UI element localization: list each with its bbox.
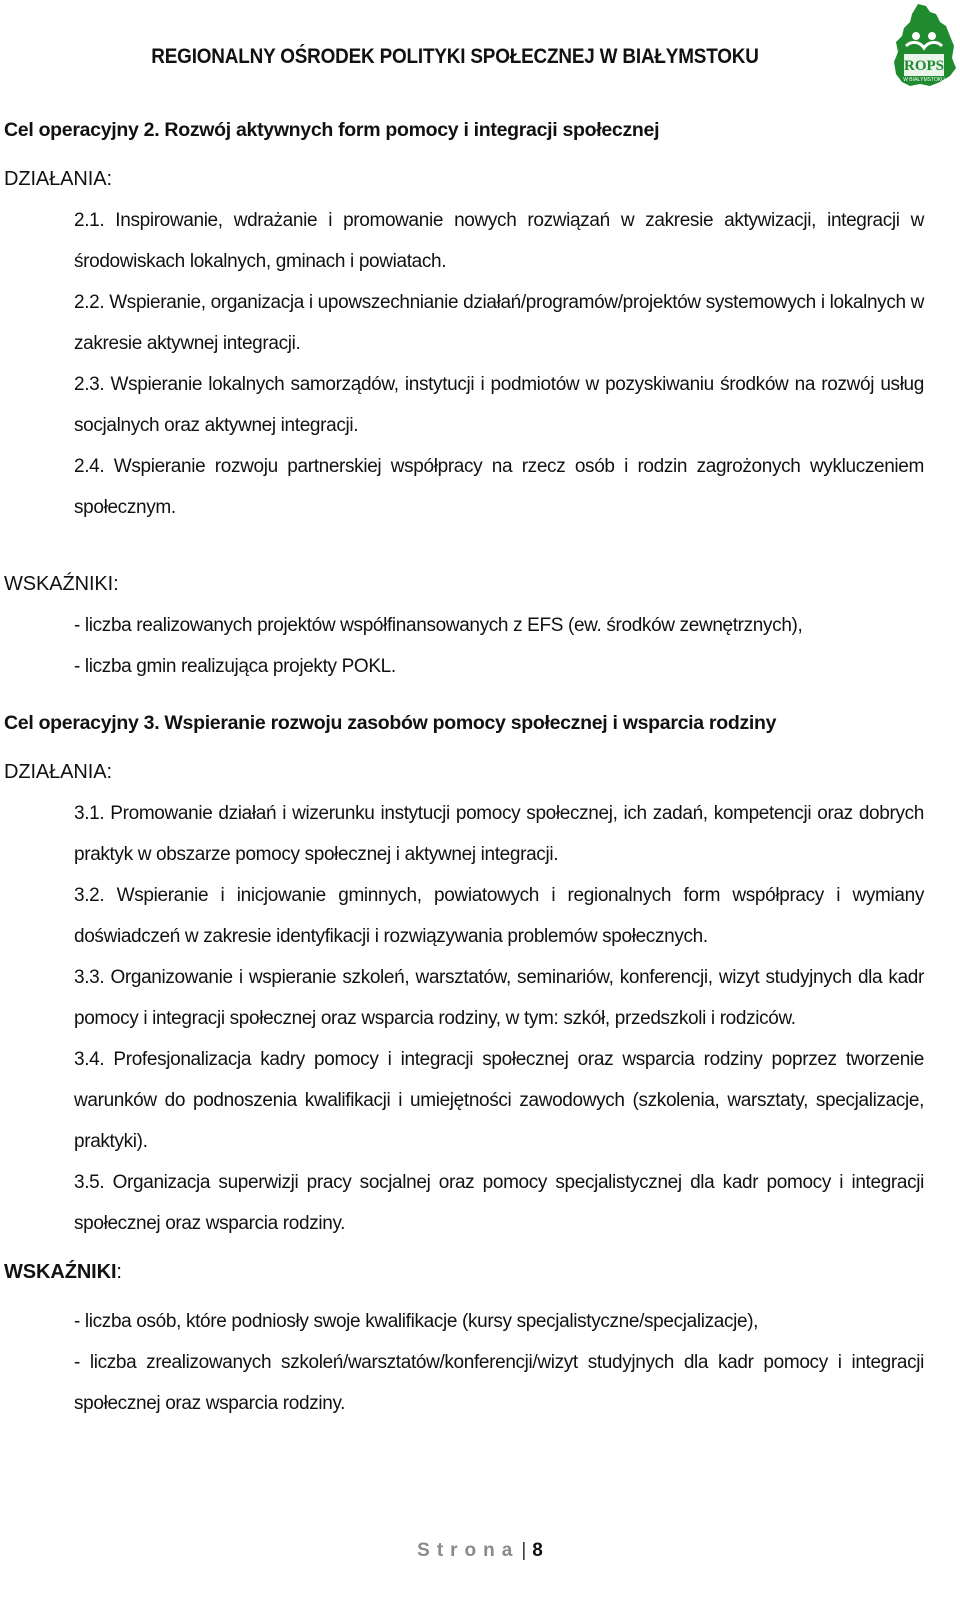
action-3-2: 3.2. Wspieranie i inicjowanie gminnych, powiatowych i regionalnych form współpracy i wymiany doświadczeń w zakresie identyfikacji i rozwiązywania problemów społecznych.	[74, 885, 924, 947]
page-footer	[0, 1540, 960, 1562]
indicators-label-colon: :	[116, 1261, 122, 1283]
operational-goal-2-heading: Cel operacyjny 2. Rozwój aktywnych form pomocy i integracji społecznej	[4, 119, 660, 141]
document-body	[4, 110, 924, 1424]
action-2-1: 2.1. Inspirowanie, wdrażanie i promowanie nowych rozwiązań w zakresie aktywizacji, integracji w środowiskach lokalnych, gminach i powiatach.	[74, 210, 924, 272]
indicators-label-text: WSKAŹNIKI	[4, 1261, 117, 1283]
footer-page-label: Strona	[417, 1540, 520, 1561]
logo-subtext: W BIAŁYMSTOKU	[903, 77, 945, 83]
indicator-2-1: - liczba realizowanych projektów współfinansowanych z EFS (ew. środków zewnętrznych),	[74, 615, 803, 636]
rops-logo	[890, 2, 958, 88]
footer-page-number: 8	[532, 1540, 543, 1561]
actions-label: DZIAŁANIA:	[4, 761, 112, 783]
action-3-3: 3.3. Organizowanie i wspieranie szkoleń, warsztatów, seminariów, konferencji, wizyt studyjnych dla kadr pomocy i integracji społecznej oraz wsparcia rodziny, w tym: szkół, przedszkoli i rodziców.	[74, 967, 924, 1029]
page-header-title: REGIONALNY OŚRODEK POLITYKI SPOŁECZNEJ W BIAŁYMSTOKU	[151, 45, 759, 68]
indicator-3-2: - liczba zrealizowanych szkoleń/warsztatów/konferencji/wizyt studyjnych dla kadr pomocy i integracji społecznej oraz wsparcia rodziny.	[74, 1352, 924, 1414]
indicators-label: WSKAŹNIKI:	[4, 573, 119, 595]
operational-goal-3-heading: Cel operacyjny 3. Wspieranie rozwoju zasobów pomocy społecznej i wsparcia rodziny	[4, 712, 777, 734]
logo-text: ROPS	[903, 58, 945, 74]
action-2-2: 2.2. Wspieranie, organizacja i upowszechnianie działań/programów/projektów systemowych i lokalnych w zakresie aktywnej integracji.	[74, 292, 924, 354]
indicators-label	[4, 1252, 924, 1293]
indicator-3-1: - liczba osób, które podniosły swoje kwalifikacje (kursy specjalistyczne/specjalizacje),	[74, 1311, 759, 1332]
actions-label: DZIAŁANIA:	[4, 168, 112, 190]
action-2-4: 2.4. Wspieranie rozwoju partnerskiej współpracy na rzecz osób i rodzin zagrożonych wykluczeniem społecznym.	[74, 456, 924, 518]
action-3-1: 3.1. Promowanie działań i wizerunku instytucji pomocy społecznej, ich zadań, kompetencji oraz dobrych praktyk w obszarze pomocy społecznej i aktywnej integracji.	[74, 803, 924, 865]
action-3-4: 3.4. Profesjonalizacja kadry pomocy i integracji społecznej oraz wsparcia rodziny poprzez tworzenie warunków do podnoszenia kwalifikacji i umiejętności zawodowych (szkolenia, warsztaty, specjalizacje, praktyki).	[74, 1049, 924, 1152]
indicator-2-2: - liczba gmin realizująca projekty POKL.	[74, 656, 396, 677]
action-3-5: 3.5. Organizacja superwizji pracy socjalnej oraz pomocy specjalistycznej dla kadr pomocy i integracji społecznej oraz wsparcia rodziny.	[74, 1172, 924, 1234]
footer-separator: |	[521, 1540, 527, 1561]
action-2-3: 2.3. Wspieranie lokalnych samorządów, instytucji i podmiotów w pozyskiwaniu środków na rozwój usług socjalnych oraz aktywnej integracji.	[74, 374, 924, 436]
